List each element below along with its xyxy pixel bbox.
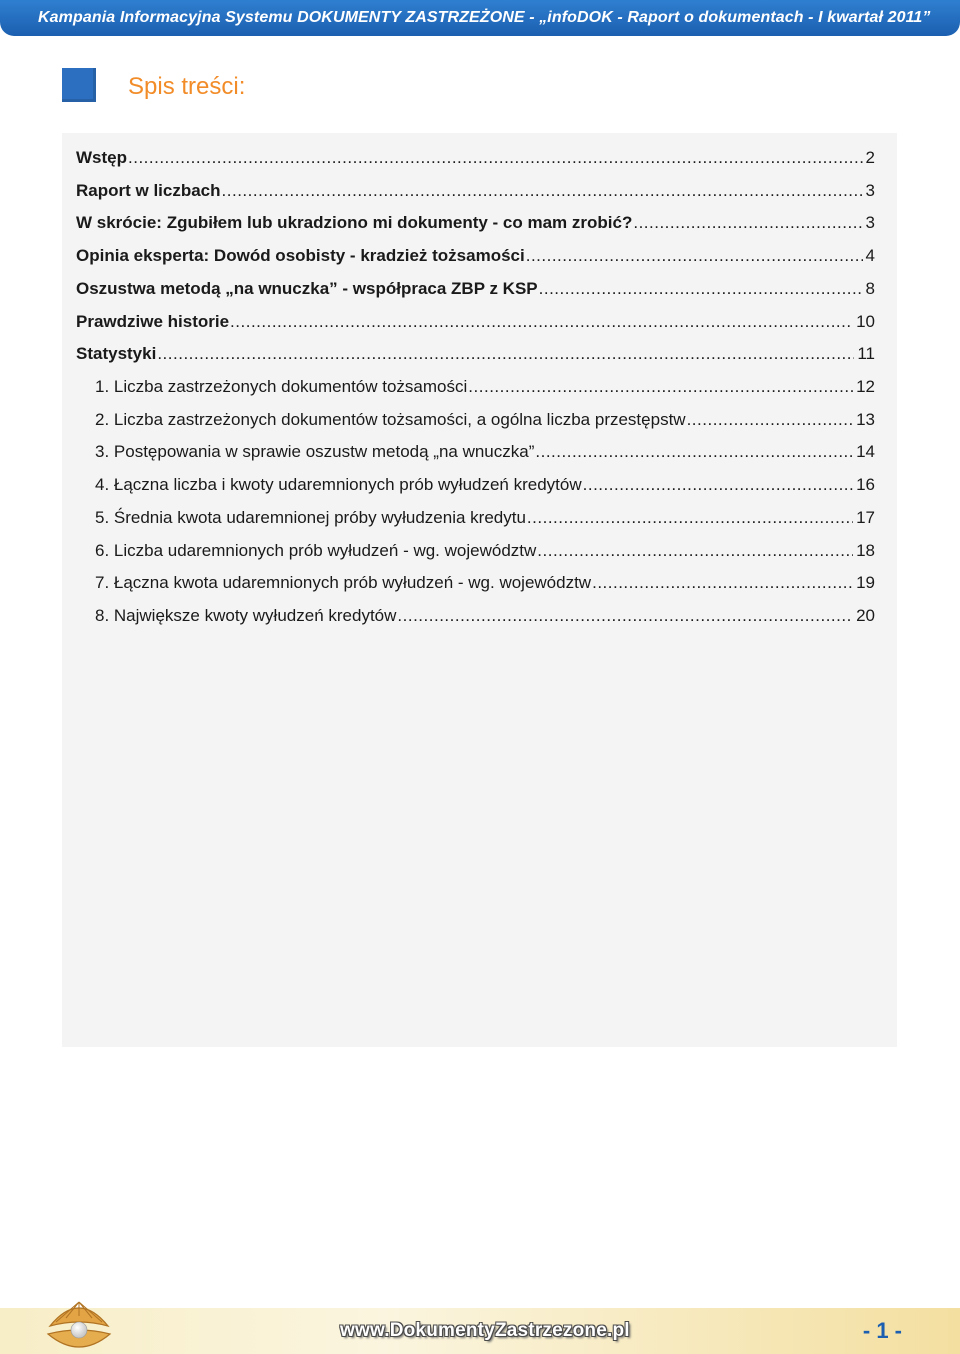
toc-entry-w-skrocie[interactable] — [76, 213, 875, 233]
toc-leader-dots — [583, 475, 853, 495]
toc-entry-text: 6. Liczba udaremnionych prób wyłudzeń - wg. województw — [95, 541, 537, 560]
toc-leader-dots — [468, 377, 853, 397]
toc-entry-page: 8 — [865, 279, 875, 298]
toc-entry-page: 20 — [856, 606, 875, 625]
toc-entry-statystyki[interactable] — [76, 344, 875, 364]
toc-entry-text: Oszustwa metodą „na wnuczka” - współpraca ZBP z KSP — [76, 279, 538, 298]
toc-entry-text: 1. Liczba zastrzeżonych dokumentów tożsamości — [95, 377, 468, 396]
toc-leader-dots — [535, 442, 853, 462]
toc-leader-dots — [539, 279, 863, 299]
toc-entry-page: 3 — [865, 181, 875, 200]
toc-leader-dots — [230, 312, 853, 332]
toc-leader-dots — [633, 213, 862, 233]
page-number: - 1 - — [862, 1318, 902, 1343]
toc-leader-dots — [397, 606, 853, 626]
toc-entry-raport[interactable] — [76, 181, 875, 201]
toc-entry-page: 18 — [856, 541, 875, 560]
header-title: Kampania Informacyjna Systemu DOKUMENTY ZASTRZEŻONE - „infoDOK - Raport o dokumentach - I kwartał 2011” — [38, 9, 931, 26]
toc-entry-text: Statystyki — [76, 344, 157, 363]
toc-entry-stat-4[interactable] — [95, 475, 875, 495]
toc-leader-dots — [687, 410, 854, 430]
toc-entry-oszustwa[interactable] — [76, 279, 875, 299]
toc-entry-stat-1[interactable] — [95, 377, 875, 397]
toc-entry-page: 4 — [865, 246, 875, 265]
toc-leader-dots — [157, 344, 854, 364]
toc-entry-text: 4. Łączna liczba i kwoty udaremnionych prób wyłudzeń kredytów — [95, 475, 582, 494]
toc-entry-stat-3[interactable] — [95, 442, 875, 462]
toc-entry-page: 12 — [856, 377, 875, 396]
pearl-shell-logo — [44, 1296, 114, 1354]
toc-entry-page: 10 — [856, 312, 875, 331]
toc-entry-text: Raport w liczbach — [76, 181, 221, 200]
toc-entry-page: 16 — [856, 475, 875, 494]
toc-entry-opinia[interactable] — [76, 246, 875, 266]
toc-entry-page: 2 — [865, 148, 875, 167]
toc-entry-page: 17 — [856, 508, 875, 527]
toc-entry-stat-5[interactable] — [95, 508, 875, 528]
toc-entry-text: W skrócie: Zgubiłem lub ukradziono mi dokumenty - co mam zrobić? — [76, 213, 633, 232]
toc-entry-stat-2[interactable] — [95, 410, 875, 430]
header-bar — [0, 0, 960, 36]
toc-entry-page: 11 — [857, 344, 875, 363]
toc-entry-stat-7[interactable] — [95, 573, 875, 593]
toc-leader-dots — [526, 246, 863, 266]
toc-entry-stat-6[interactable] — [95, 541, 875, 561]
toc-entry-page: 14 — [856, 442, 875, 461]
toc-leader-dots — [592, 573, 853, 593]
toc-entry-text: Opinia eksperta: Dowód osobisty - kradzież tożsamości — [76, 246, 525, 265]
toc-leader-dots — [222, 181, 863, 201]
toc-entry-text: Wstęp — [76, 148, 127, 167]
toc-entry-text: 2. Liczba zastrzeżonych dokumentów tożsamości, a ogólna liczba przestępstw — [95, 410, 686, 429]
toc-heading: Spis treści: — [128, 73, 246, 100]
toc-entry-text: 8. Największe kwoty wyłudzeń kredytów — [95, 606, 397, 625]
toc-entry-stat-8[interactable] — [95, 606, 875, 626]
toc-entry-historie[interactable] — [76, 312, 875, 332]
blue-square-icon — [62, 68, 96, 102]
toc-leader-dots — [527, 508, 853, 528]
toc-leader-dots — [537, 541, 853, 561]
toc-leader-dots — [128, 148, 863, 168]
toc-entry-text: 7. Łączna kwota udaremnionych prób wyłudzeń - wg. województw — [95, 573, 592, 592]
toc-entry-wstep[interactable] — [76, 148, 875, 168]
toc-entry-page: 13 — [856, 410, 875, 429]
toc-entry-text: Prawdziwe historie — [76, 312, 230, 331]
toc-entry-page: 19 — [856, 573, 875, 592]
footer-website-link[interactable]: www.DokumentyZastrzezone.pl — [340, 1320, 630, 1341]
toc-entry-text: 3. Postępowania w sprawie oszustw metodą „na wnuczka” — [95, 442, 535, 461]
toc-entry-text: 5. Średnia kwota udaremnionej próby wyłudzenia kredytu — [95, 508, 526, 527]
toc-entry-page: 3 — [865, 213, 875, 232]
